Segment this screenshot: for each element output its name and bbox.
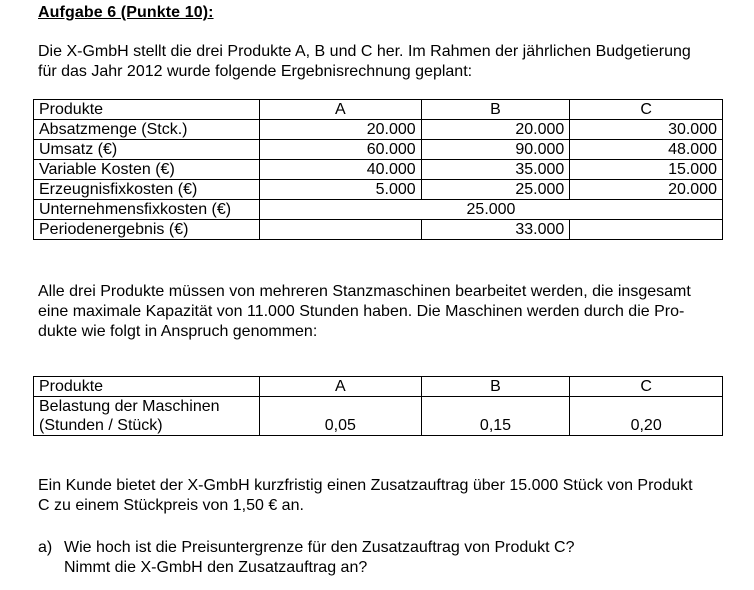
question-a-text bbox=[64, 538, 574, 578]
machine-load-label-line-1: Belastung der Maschinen bbox=[39, 398, 220, 415]
header-products: Produkte bbox=[34, 377, 260, 397]
empty-cell bbox=[570, 220, 723, 240]
header-b: B bbox=[421, 100, 570, 120]
cell-b: 90.000 bbox=[421, 140, 570, 160]
table-row bbox=[34, 160, 723, 180]
table-row bbox=[34, 120, 723, 140]
intro-line-1: Die X-GmbH stellt die drei Produkte A, B und C her. Im Rahmen der jährlichen Budgetierung bbox=[38, 43, 691, 60]
company-fixed-row bbox=[34, 200, 723, 220]
cell-c: 30.000 bbox=[570, 120, 723, 140]
question-a-line-1: Wie hoch ist die Preisuntergrenze für den Zusatzauftrag von Produkt C? bbox=[64, 539, 575, 556]
cell-b: 35.000 bbox=[421, 160, 570, 180]
company-fixed-label: Unternehmensfixkosten (€) bbox=[34, 200, 260, 220]
period-result-row bbox=[34, 220, 723, 240]
table-row bbox=[34, 180, 723, 200]
question-a-letter: a) bbox=[38, 539, 53, 556]
machine-load-label bbox=[34, 397, 260, 436]
cell-a: 5.000 bbox=[259, 180, 421, 200]
header-c: C bbox=[570, 377, 723, 397]
cell-a: 60.000 bbox=[259, 140, 421, 160]
load-a: 0,05 bbox=[259, 397, 421, 436]
row-label: Umsatz (€) bbox=[34, 140, 260, 160]
machine-load-label-line-2: (Stunden / Stück) bbox=[39, 417, 163, 434]
load-b: 0,15 bbox=[421, 397, 570, 436]
result-table-header bbox=[34, 100, 723, 120]
header-b: B bbox=[421, 377, 570, 397]
header-c: C bbox=[570, 100, 723, 120]
machine-load-row bbox=[34, 397, 723, 436]
empty-cell bbox=[259, 220, 421, 240]
intro-paragraph bbox=[38, 42, 691, 82]
offer-paragraph bbox=[38, 476, 693, 516]
question-a-line-2: Nimmt die X-GmbH den Zusatzauftrag an? bbox=[64, 559, 368, 576]
machine-table-header bbox=[34, 377, 723, 397]
header-a: A bbox=[259, 100, 421, 120]
result-table bbox=[33, 99, 723, 240]
load-c: 0,20 bbox=[570, 397, 723, 436]
capacity-line-1: Alle drei Produkte müssen von mehreren Stanzmaschinen bearbeitet werden, die insgesamt bbox=[38, 283, 691, 300]
cell-a: 20.000 bbox=[259, 120, 421, 140]
header-a: A bbox=[259, 377, 421, 397]
period-result-value: 33.000 bbox=[421, 220, 570, 240]
period-result-label: Periodenergebnis (€) bbox=[34, 220, 260, 240]
capacity-line-3: dukte wie folgt in Anspruch genommen: bbox=[38, 323, 318, 340]
task-title: Aufgabe 6 (Punkte 10): bbox=[38, 4, 214, 21]
cell-b: 25.000 bbox=[421, 180, 570, 200]
cell-c: 15.000 bbox=[570, 160, 723, 180]
row-label: Variable Kosten (€) bbox=[34, 160, 260, 180]
offer-line-1: Ein Kunde bietet der X-GmbH kurzfristig einen Zusatzauftrag über 15.000 Stück von Produkt bbox=[38, 477, 693, 494]
offer-line-2: C zu einem Stückpreis von 1,50 € an. bbox=[38, 497, 304, 514]
cell-b: 20.000 bbox=[421, 120, 570, 140]
header-products: Produkte bbox=[34, 100, 260, 120]
cell-c: 20.000 bbox=[570, 180, 723, 200]
company-fixed-value: 25.000 bbox=[259, 200, 722, 220]
cell-c: 48.000 bbox=[570, 140, 723, 160]
row-label: Absatzmenge (Stck.) bbox=[34, 120, 260, 140]
capacity-paragraph bbox=[38, 282, 691, 342]
table-row bbox=[34, 140, 723, 160]
cell-a: 40.000 bbox=[259, 160, 421, 180]
row-label: Erzeugnisfixkosten (€) bbox=[34, 180, 260, 200]
capacity-line-2: eine maximale Kapazität von 11.000 Stunden haben. Die Maschinen werden durch die Pro- bbox=[38, 303, 685, 320]
machine-load-table bbox=[33, 376, 723, 436]
intro-line-2: für das Jahr 2012 wurde folgende Ergebnisrechnung geplant: bbox=[38, 63, 473, 80]
